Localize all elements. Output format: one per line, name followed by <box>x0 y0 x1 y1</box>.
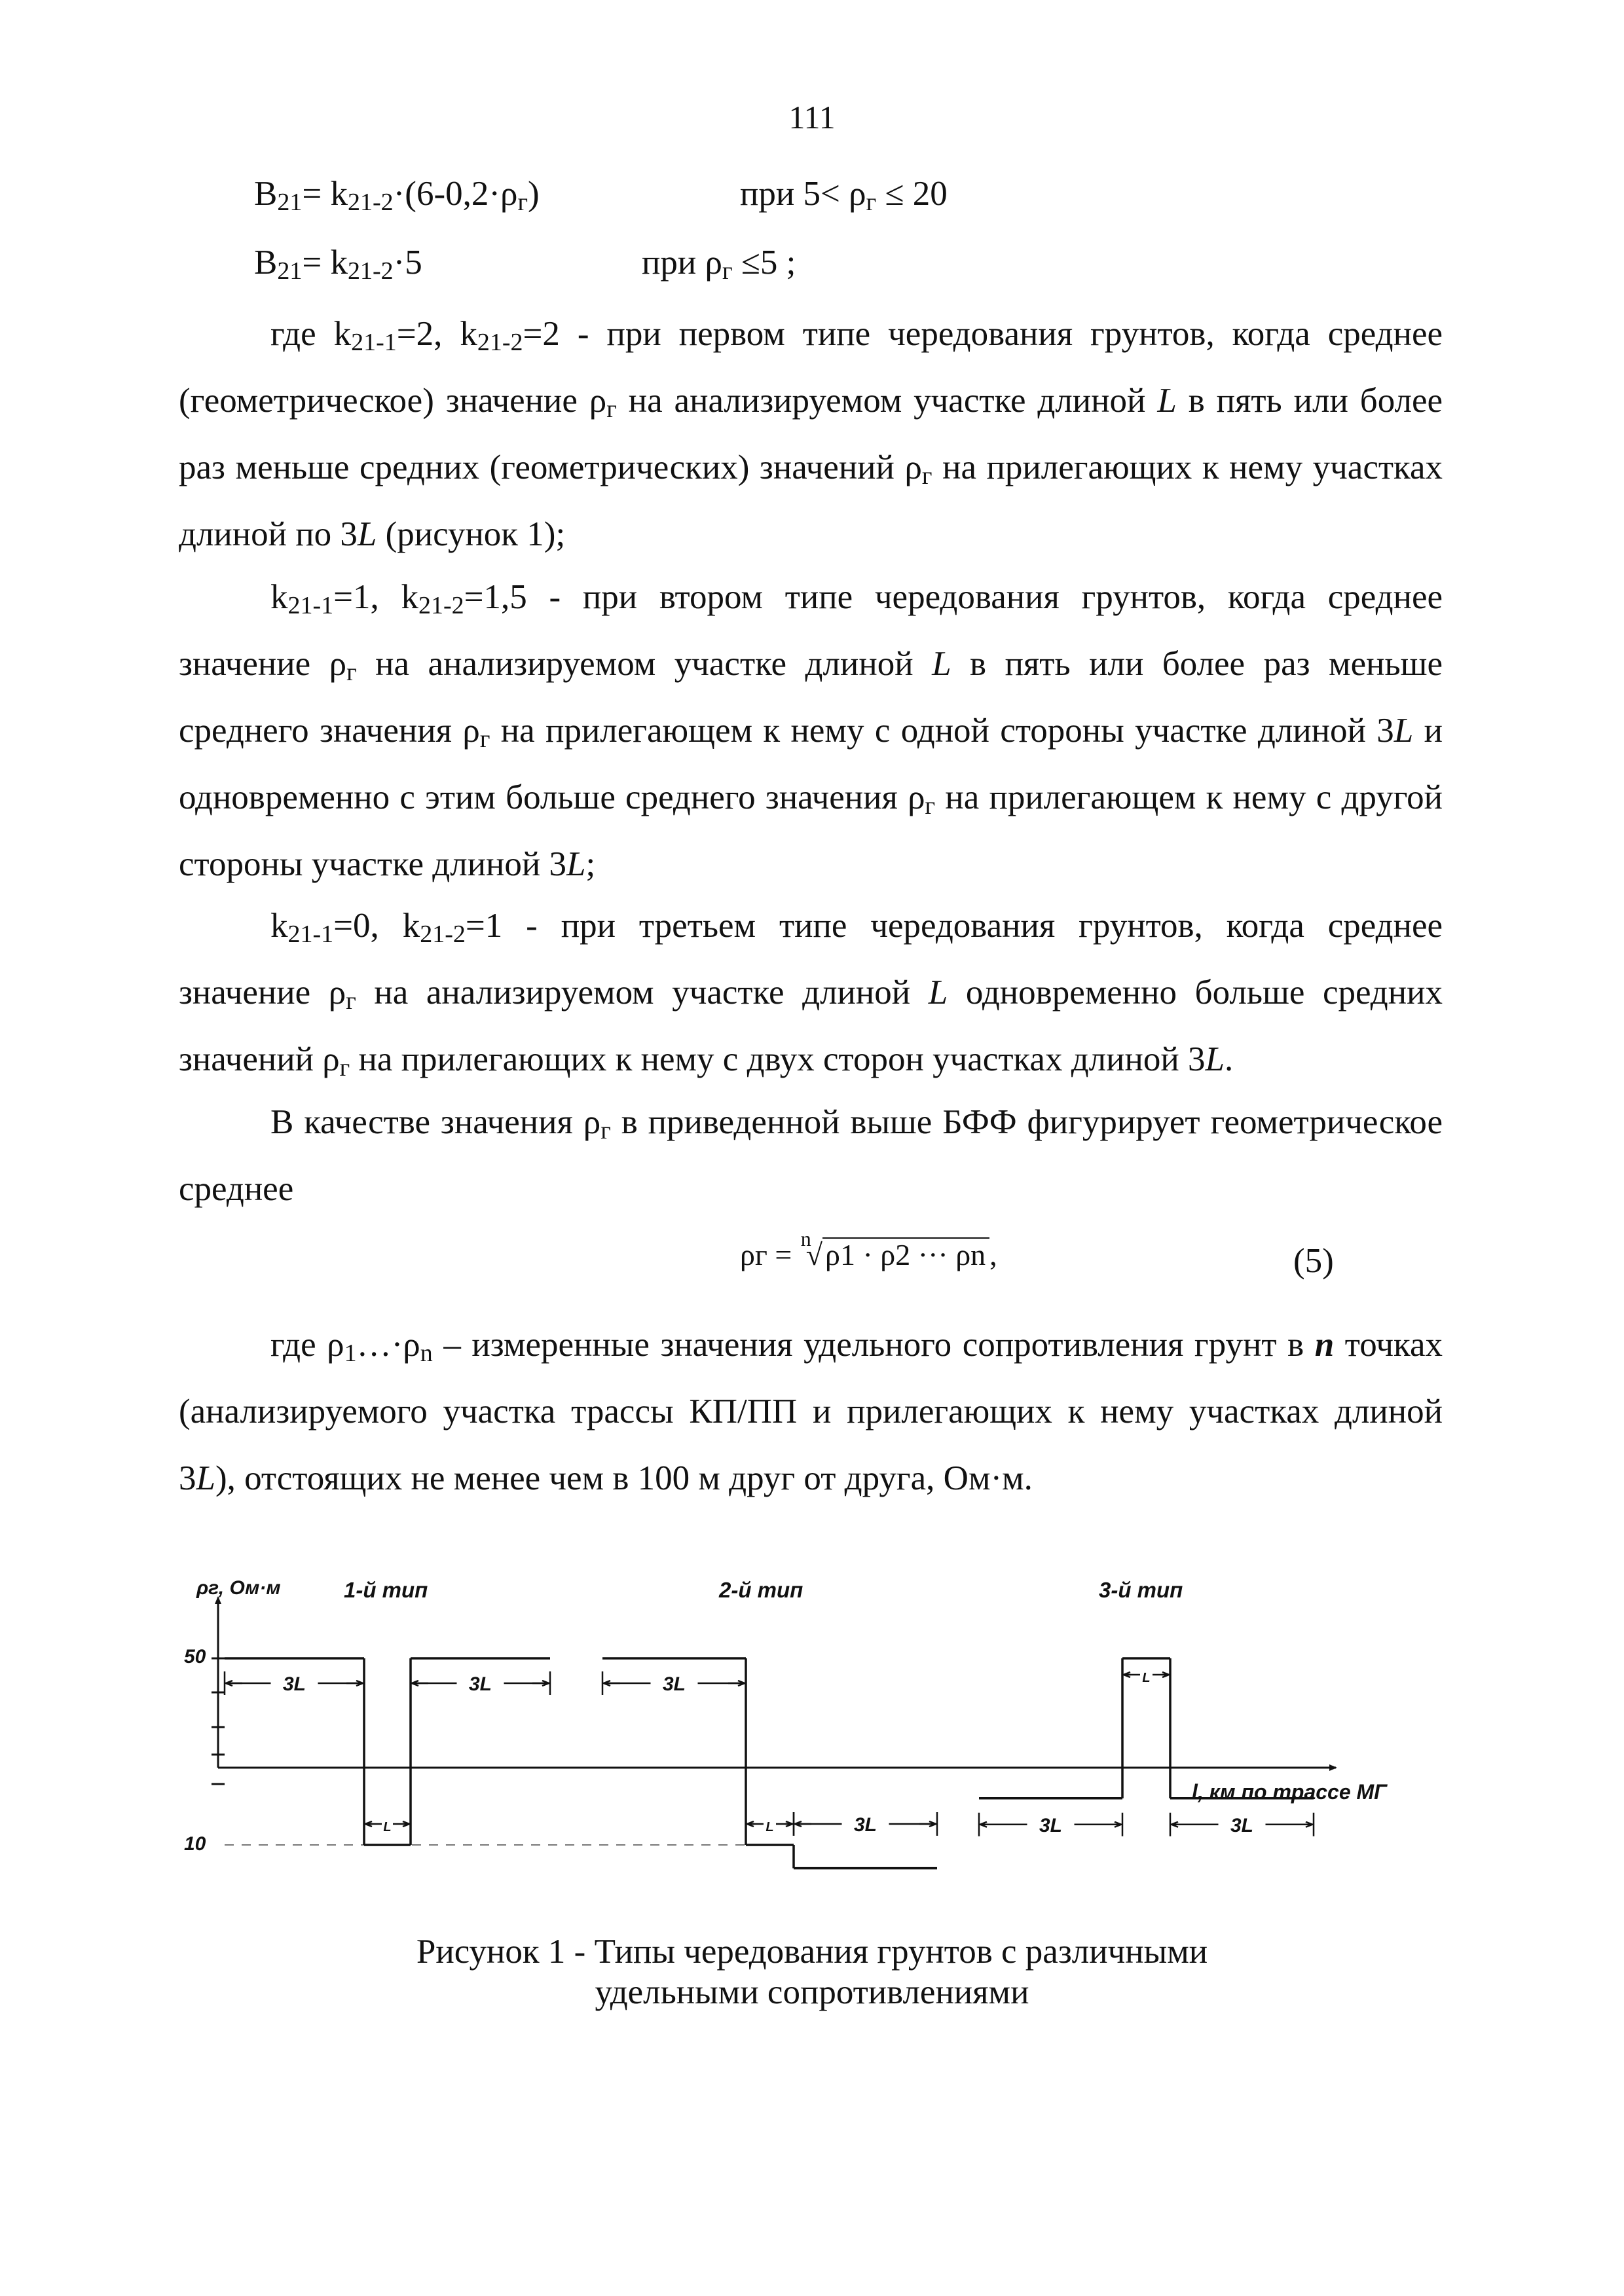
span-text: 3L <box>282 1673 306 1695</box>
span-label <box>602 1671 746 1695</box>
span-text: L <box>383 1820 392 1834</box>
formula-b21-b: В21= k21-2·5 <box>254 244 422 285</box>
span-text: 3L <box>1039 1814 1063 1836</box>
paragraph-where: где ρ1…·ρn – измеренные значения удельного сопротивления грунт в n точках (анализируемого участка трассы КП/ПП и прилегающих к нему участках длиной 3L), отстоящих не менее чем в 100 м друг от друга, Ом·м. <box>179 1326 1443 1497</box>
y-tick-label: 50 <box>184 1646 206 1667</box>
panel-title-1: 1-й тип <box>344 1578 428 1602</box>
x-axis-label: l, км по трассе МГ <box>1192 1780 1387 1804</box>
formula-b21-a: В21= k21-2·(6-0,2·ρг) <box>254 175 540 216</box>
figure-caption: Рисунок 1 - Типы чередования грунтов с различными удельными сопротивлениями <box>416 1933 1208 2011</box>
paragraph-geometric-mean: В качестве значения ρг в приведенной выше БФФ фигурирует геометрическое среднее <box>179 1103 1443 1208</box>
span-label <box>1170 1813 1314 1836</box>
panel-title-3: 3-й тип <box>1099 1578 1183 1602</box>
series-1 <box>225 1658 550 1845</box>
page-number: 111 <box>788 99 836 136</box>
y-axis-label: ρг, Ом·м <box>196 1577 281 1599</box>
span-text: L <box>766 1820 774 1834</box>
formula-b21-b-cond: при ρг ≤5 ; <box>642 244 796 285</box>
span-text: 3L <box>662 1673 686 1695</box>
span-text: 3L <box>1230 1814 1254 1836</box>
span-text: L <box>1142 1671 1151 1685</box>
formula-b21-a-cond: при 5< ρг ≤ 20 <box>740 175 948 216</box>
panel-title-2: 2-й тип <box>719 1578 803 1602</box>
span-label <box>746 1812 794 1836</box>
span-text: 3L <box>853 1814 877 1836</box>
series-2 <box>602 1658 937 1868</box>
y-tick-label: 10 <box>184 1833 206 1855</box>
paragraph-type-3: k21-1=0, k21-2=1 - при третьем типе чередования грунтов, когда среднее значение ρг на анализируемом участке длиной L одновременно больше средних значений ρг на прилегающих к нему с двух сторон участках длиной 3L. <box>179 907 1443 1082</box>
equation-5: ρг = n √ρ1 · ρ2 ··· ρn , <box>740 1227 997 1271</box>
span-label <box>411 1671 550 1695</box>
span-label <box>794 1812 937 1836</box>
span-label <box>364 1812 411 1836</box>
span-label <box>225 1671 364 1695</box>
equation-number: (5) <box>1293 1242 1334 1280</box>
span-text: 3L <box>468 1673 492 1695</box>
span-label <box>979 1813 1122 1836</box>
span-label <box>1122 1663 1170 1686</box>
soil-alternation-chart <box>0 1571 1624 1886</box>
paragraph-type-1: где k21-1=2, k21-2=2 - при первом типе чередования грунтов, когда среднее (геометрическое) значение ρг на анализируемом участке длиной L в пять или более раз меньше средних (геометрических) значений ρг на прилегающих к нему участках длиной по 3L (рисунок 1); <box>179 315 1443 553</box>
paragraph-type-2: k21-1=1, k21-2=1,5 - при втором типе чередования грунтов, когда среднее значение ρг на анализируемом участке длиной L в пять или более раз меньше среднего значения ρг на прилегающем к нему с одной стороны участке длиной 3L и одновременно с этим больше среднего значения ρг на прилегающем к нему с другой стороны участке длиной 3L; <box>179 578 1443 883</box>
series-3 <box>979 1658 1314 1836</box>
